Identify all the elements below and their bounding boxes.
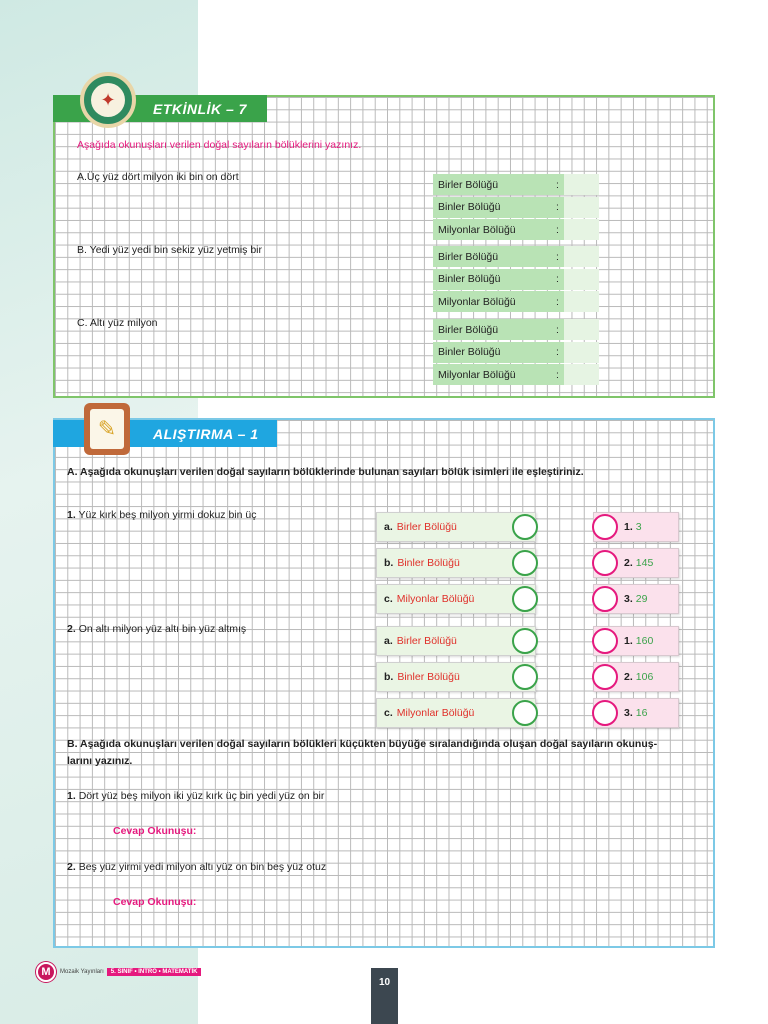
series-label: 5. SINIF • INTRO • MATEMATİK (107, 968, 202, 976)
match-right-item[interactable]: 2. 145 (593, 548, 679, 578)
match-right-item[interactable]: 3. 29 (593, 584, 679, 614)
match-left-item[interactable]: a. Birler Bölüğü (376, 512, 536, 542)
bolum-row[interactable]: Birler Bölüğü : (433, 246, 599, 267)
match-circle[interactable] (592, 628, 618, 654)
partA-question-2: 2. On altı milyon yüz altı bin yüz altmış (67, 623, 247, 635)
partB-answer-label-2: Cevap Okunuşu: (113, 896, 197, 908)
match-circle[interactable] (512, 664, 538, 690)
match-circle[interactable] (592, 514, 618, 540)
match-right-item[interactable]: 1. 3 (593, 512, 679, 542)
bolum-group-b (433, 246, 599, 314)
match-left-item[interactable]: b. Binler Bölüğü (376, 548, 536, 578)
page-number: 10 (371, 968, 398, 1024)
match-right-item[interactable]: 1. 160 (593, 626, 679, 656)
match-left-item[interactable]: a. Birler Bölüğü (376, 626, 536, 656)
partB-instruction-line2: larını yazınız. (67, 755, 133, 767)
match-circle[interactable] (512, 550, 538, 576)
match-circle[interactable] (592, 664, 618, 690)
etkinlik-item-a: A.Üç yüz dört milyon iki bin on dört (77, 171, 239, 183)
bolum-row[interactable]: Milyonlar Bölüğü : (433, 219, 599, 240)
match-left-item[interactable]: c. Milyonlar Bölüğü (376, 698, 536, 728)
match-circle[interactable] (512, 628, 538, 654)
match-left-item[interactable]: c. Milyonlar Bölüğü (376, 584, 536, 614)
publisher-name: Mozaik Yayınları (60, 969, 104, 975)
bolum-row[interactable]: Binler Bölüğü : (433, 197, 599, 218)
etkinlik-instruction: Aşağıda okunuşları verilen doğal sayıların bölüklerini yazınız. (77, 139, 362, 151)
match-circle[interactable] (592, 550, 618, 576)
bolum-row[interactable]: Milyonlar Bölüğü : (433, 291, 599, 312)
match-right-item[interactable]: 3. 16 (593, 698, 679, 728)
partB-question-2: 2. Beş yüz yirmi yedi milyon altı yüz on bin beş yüz otuz (67, 861, 327, 873)
etkinlik-item-b: B. Yedi yüz yedi bin sekiz yüz yetmiş bir (77, 244, 263, 256)
alistirma-title: ALIŞTIRMA – 1 (53, 420, 277, 447)
bolum-row[interactable]: Binler Bölüğü : (433, 269, 599, 290)
match-left-item[interactable]: b. Binler Bölüğü (376, 662, 536, 692)
match-circle[interactable] (592, 700, 618, 726)
partB-instruction-line1: B. Aşağıda okunuşları verilen doğal sayıların bölükleri küçükten büyüğe sıralandığında oluşan doğal sayıların okunuş- (67, 738, 658, 750)
clipboard-pencil-icon: ✎ (84, 403, 130, 455)
bolum-row[interactable]: Milyonlar Bölüğü : (433, 364, 599, 385)
compass-icon: ✦ (80, 72, 136, 128)
bolum-row[interactable]: Binler Bölüğü : (433, 342, 599, 363)
match-circle[interactable] (512, 514, 538, 540)
match-right-item[interactable]: 2. 106 (593, 662, 679, 692)
logo-mark: M (36, 962, 56, 982)
bolum-group-c (433, 319, 599, 387)
partA-question-1: 1. Yüz kırk beş milyon yirmi dokuz bin üç (67, 509, 257, 521)
match-circle[interactable] (512, 586, 538, 612)
etkinlik-title: ETKİNLİK – 7 (53, 95, 267, 122)
partA-instruction: A. Aşağıda okunuşları verilen doğal sayıların bölüklerinde bulunan sayıları bölük isimleri ile eşleştiriniz. (67, 466, 584, 478)
bolum-row[interactable]: Birler Bölüğü : (433, 174, 599, 195)
publisher-logo (36, 962, 201, 982)
bolum-row[interactable]: Birler Bölüğü : (433, 319, 599, 340)
partB-answer-label-1: Cevap Okunuşu: (113, 825, 197, 837)
partB-question-1: 1. Dört yüz beş milyon iki yüz kırk üç bin yedi yüz on bir (67, 790, 325, 802)
etkinlik-item-c: C. Altı yüz milyon (77, 317, 158, 329)
match-circle[interactable] (512, 700, 538, 726)
match-circle[interactable] (592, 586, 618, 612)
bolum-group-a (433, 174, 599, 242)
